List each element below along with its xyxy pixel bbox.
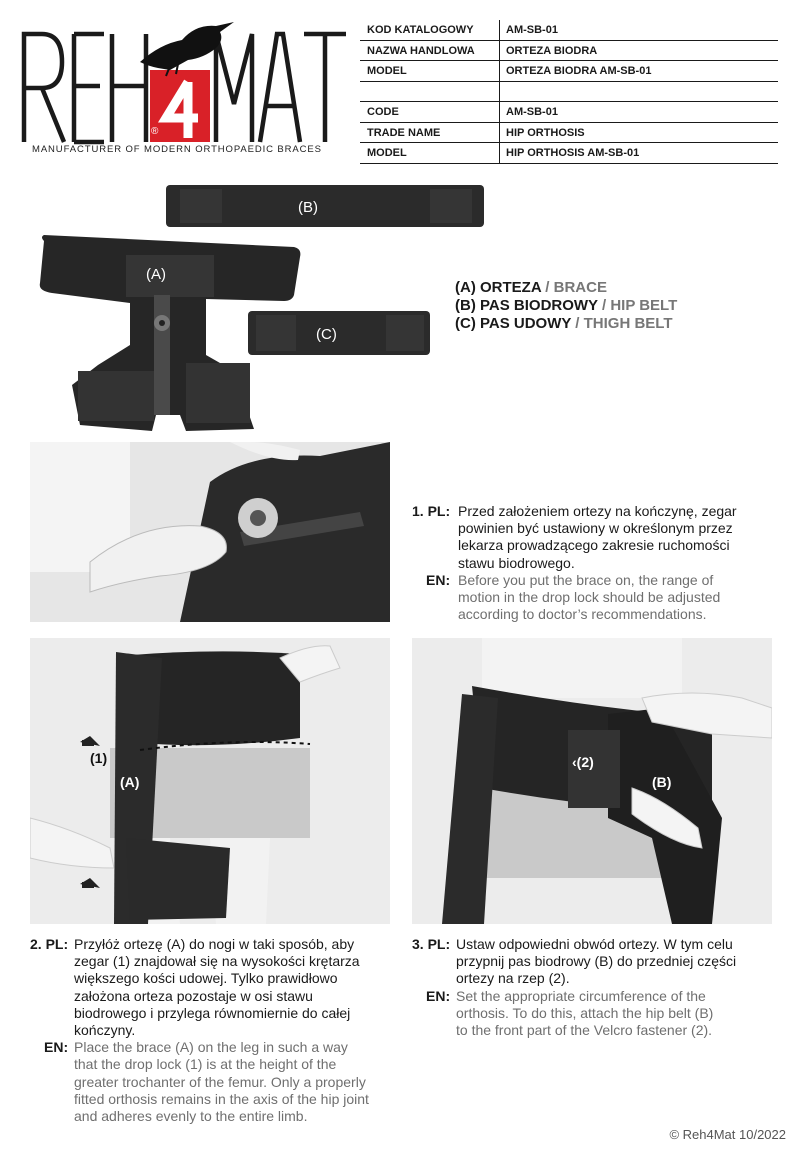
text-line: powinien być ustawiony w określonym przez: [458, 520, 733, 537]
label-c: (C): [316, 326, 337, 343]
text-line: and adheres evenly to the entire limb.: [74, 1108, 308, 1125]
photo-step3: [412, 638, 772, 924]
catalog-value: AM-SB-01: [506, 24, 558, 36]
catalog-key: CODE: [367, 106, 399, 118]
legend-item: [455, 279, 677, 297]
copyright-notice: © Reh4Mat 10/2022: [669, 1127, 786, 1142]
step-en-block: [412, 572, 792, 624]
text-line: założona orteza pozostaje w osi stawu: [74, 987, 313, 1004]
text-line: Place the brace (A) on the leg in such a way: [74, 1039, 348, 1056]
label-a: (A): [146, 266, 166, 283]
catalog-key: KOD KATALOGOWY: [367, 24, 474, 36]
legend-pl: PAS UDOWY: [480, 315, 572, 332]
catalog-value: HIP ORTHOSIS: [506, 126, 585, 139]
legend-item: [455, 315, 677, 333]
catalog-row: [360, 102, 778, 123]
registered-mark: ®: [151, 126, 159, 137]
catalog-value: AM-SB-01: [506, 106, 558, 118]
text-line: zegar (1) znajdował się na wysokości krętarza: [74, 953, 360, 970]
text-line: orthosis. To do this, attach the hip belt (B): [456, 1004, 714, 1021]
catalog-value: HIP ORTHOSIS AM-SB-01: [506, 147, 640, 159]
text-line: przypnij pas biodrowy (B) do przedniej części: [456, 953, 737, 970]
logo-graphic: [20, 14, 350, 160]
legend-pl: PAS BIODROWY: [480, 297, 598, 314]
step-pl-tag: 3. PL:: [412, 936, 451, 952]
step-pl-tag: 2. PL:: [30, 936, 69, 952]
photo-step2: [30, 638, 390, 924]
step-pl-text: [456, 936, 782, 988]
legend-slash: /: [601, 297, 607, 314]
text-line: lekarza prowadzącego zakresie ruchomości: [458, 537, 730, 554]
step-pl-block: [30, 936, 398, 1039]
legend-slash: /: [545, 279, 550, 296]
text-line: to the front part of the Velcro fastener (2).: [456, 1022, 713, 1039]
step-en-text: [456, 988, 782, 1040]
text-line: Przed założeniem ortezy na kończynę, zegar: [458, 503, 737, 519]
catalog-key: TRADE NAME: [367, 126, 441, 139]
text-line: stawu biodrowego.: [458, 554, 575, 571]
step-pl-text: [458, 503, 792, 572]
catalog-value: ORTEZA BIODRA: [506, 44, 598, 57]
step-en-tag: EN:: [426, 987, 451, 1004]
text-line: Set the appropriate circumference of the: [456, 987, 706, 1004]
step-pl-tag: 1. PL:: [412, 503, 451, 519]
photo2-label-a: (A): [120, 774, 140, 790]
logo-red-box: [150, 70, 210, 142]
text-line: greater trochanter of the femur. Only a properly: [74, 1073, 366, 1090]
text-line: according to doctor’s recommendations.: [458, 606, 707, 623]
photo-step1: [30, 442, 390, 622]
step-en-text: [74, 1039, 398, 1125]
catalog-key: MODEL: [367, 147, 407, 159]
legend-slash: /: [575, 315, 580, 332]
text-line: motion in the drop lock should be adjusted: [458, 589, 721, 606]
legend-code: (B): [455, 297, 476, 314]
brand-tagline: MANUFACTURER OF MODERN ORTHOPAEDIC BRACES: [32, 144, 322, 155]
catalog-key: NAZWA HANDLOWA: [367, 44, 475, 57]
step-en-block: [30, 1039, 398, 1125]
step-pl-text: [74, 936, 398, 1039]
step-en-tag: EN:: [426, 571, 451, 588]
text-line: biodrowego i przylega równomiernie do całej: [74, 1004, 351, 1021]
legend-en: HIP BELT: [610, 297, 678, 314]
catalog-table: [360, 20, 778, 164]
text-line: Ustaw odpowiedni obwód ortezy. W tym celu: [456, 936, 733, 952]
label-b: (B): [298, 199, 318, 216]
photo3-label-2: ‹(2): [572, 754, 594, 770]
photo2-label-1: (1): [90, 750, 108, 766]
step-pl-block: [412, 936, 782, 988]
catalog-row: [360, 20, 778, 41]
product-illustration: [30, 175, 500, 435]
text-line: większego kości udowej. Tylko prawidłowo: [74, 970, 338, 987]
brand-logo: [20, 14, 350, 160]
catalog-value: ORTEZA BIODRA AM-SB-01: [506, 65, 652, 77]
step-en-text: [458, 572, 792, 624]
instruction-step-1: [412, 503, 792, 623]
catalog-key: MODEL: [367, 65, 407, 77]
text-line: Przyłóż ortezę (A) do nogi w taki sposób, aby: [74, 936, 355, 952]
text-line: ortezy na rzep (2).: [456, 970, 570, 987]
text-line: that the drop lock (1) is at the height of the: [74, 1056, 337, 1073]
catalog-spacer-row: [360, 82, 778, 103]
legend-code: (A): [455, 279, 476, 296]
legend-code: (C): [455, 315, 476, 332]
step-en-tag: EN:: [44, 1039, 69, 1056]
legend-pl: ORTEZA: [480, 279, 542, 296]
photo3-label-b: (B): [652, 774, 672, 790]
step-pl-block: [412, 503, 792, 572]
instruction-step-2: [30, 936, 398, 1125]
legend-en: BRACE: [553, 279, 607, 296]
text-line: fitted orthosis remains in the axis of the hip joint: [74, 1090, 369, 1107]
instruction-step-3: [412, 936, 782, 1039]
catalog-row: [360, 143, 778, 164]
text-line: kończyny.: [74, 1022, 136, 1039]
legend-item: [455, 297, 677, 315]
catalog-row: [360, 123, 778, 144]
step-en-block: [412, 988, 782, 1040]
catalog-row: [360, 41, 778, 62]
text-line: Before you put the brace on, the range of: [458, 571, 714, 588]
product-legend: [455, 279, 677, 333]
catalog-row: [360, 61, 778, 82]
legend-en: THIGH BELT: [583, 315, 673, 332]
